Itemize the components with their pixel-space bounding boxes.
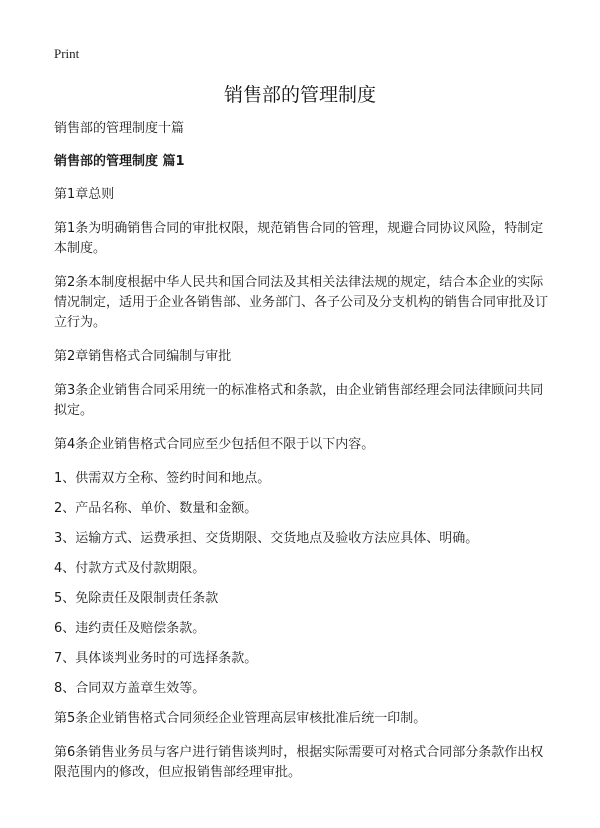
- document-body: [54, 119, 554, 797]
- article-paragraph: 第5条企业销售格式合同须经企业管理高层审核批准后统一印制。: [54, 711, 427, 726]
- section-heading: 销售部的管理制度 篇1: [54, 154, 185, 169]
- document-title: 销售部的管理制度: [223, 84, 376, 106]
- list-item: 3、运输方式、运费承担、交货期限、交货地点及验收方法应具体、明确。: [54, 531, 479, 546]
- print-link[interactable]: Print: [54, 46, 80, 61]
- document-subtitle: 销售部的管理制度十篇: [54, 121, 185, 136]
- list-item: 4、付款方式及付款期限。: [54, 561, 206, 576]
- article-paragraph: 第1条为明确销售合同的审批权限，规范销售合同的管理，规避合同协议风险，特制定本制度。: [54, 221, 544, 256]
- article-paragraph: 第2条本制度根据中华人民共和国合同法及其相关法律法规的规定，结合本企业的实际情况制定，适用于企业各销售部、业务部门、各子公司及分支机构的销售合同审批及订立行为。: [54, 275, 549, 330]
- list-item: 2、产品名称、单价、数量和金额。: [54, 501, 258, 516]
- chapter-heading: 第1章总则: [54, 187, 115, 202]
- chapter-heading: 第2章销售格式合同编制与审批: [54, 349, 232, 364]
- article-paragraph: 第4条企业销售格式合同应至少包括但不限于以下内容。: [54, 437, 375, 452]
- article-paragraph: 第3条企业销售合同采用统一的标准格式和条款，由企业销售部经理会同法律顾问共同拟定。: [54, 383, 544, 418]
- list-item: 1、供需双方全称、签约时间和地点。: [54, 471, 271, 486]
- list-item: 8、合同双方盖章生效等。: [54, 681, 206, 696]
- list-item: 7、具体谈判业务时的可选择条款。: [54, 651, 258, 666]
- list-item: 5、免除责任及限制责任条款: [54, 591, 219, 606]
- contract-content-list: [54, 469, 554, 699]
- list-item: 6、违约责任及赔偿条款。: [54, 621, 206, 636]
- article-paragraph: 第6条销售业务员与客户进行销售谈判时，根据实际需要可对格式合同部分条款作出权限范围内的修改，但应报销售部经理审批。: [54, 745, 544, 780]
